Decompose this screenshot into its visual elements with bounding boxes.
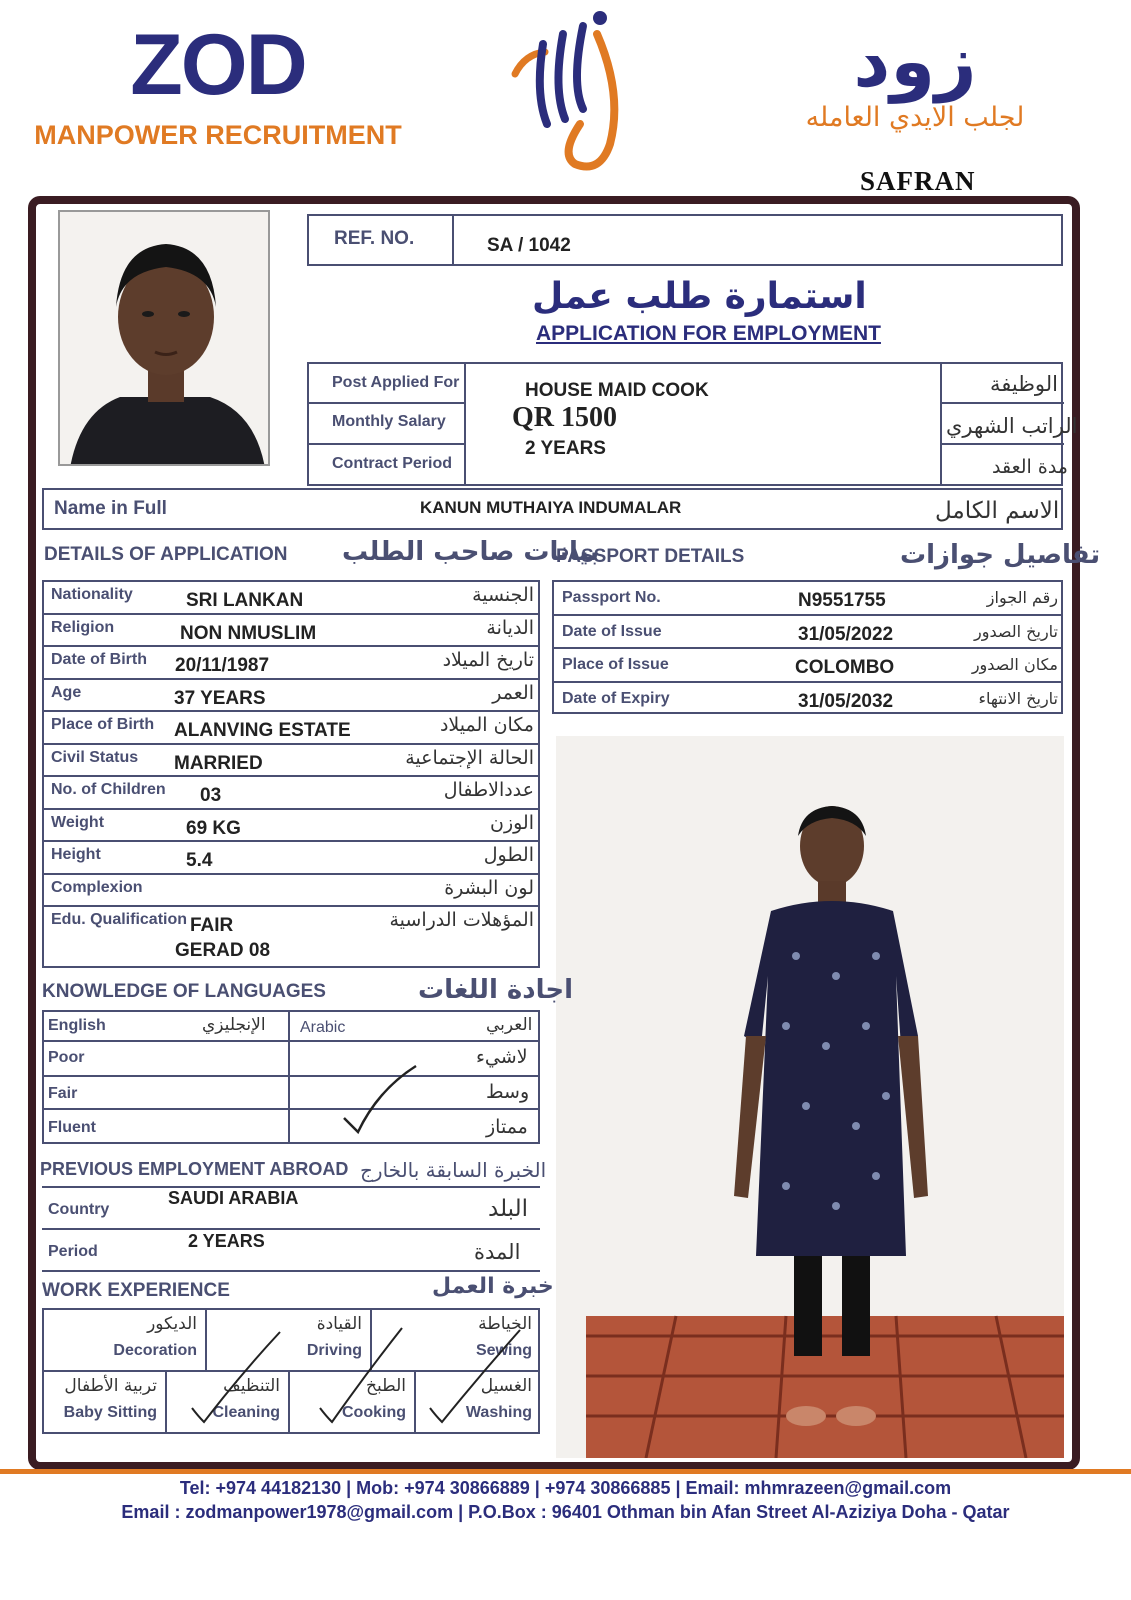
details-extra-value: GERAD 08	[175, 940, 271, 961]
details-field-label-arabic: الوزن	[489, 811, 534, 834]
details-field-label: Complexion	[51, 878, 143, 896]
full-figure-icon	[556, 736, 1064, 1458]
contract-label-arabic: مدة العقد	[992, 456, 1068, 478]
country-label: Country	[48, 1201, 110, 1218]
post-row-line	[307, 402, 465, 404]
details-field-value: 37 YEARS	[174, 687, 266, 709]
details-field-label-arabic: الحالة الإجتماعية	[405, 746, 534, 769]
passport-row-line	[552, 614, 1063, 616]
language-english-arabic: الإنجليزي	[202, 1015, 266, 1035]
post-row-line	[307, 443, 465, 445]
passport-field-value: COLOMBO	[795, 657, 895, 678]
work-skill-arabic: تربية الأطفال	[64, 1376, 157, 1396]
work-skill-arabic: الغسيل	[480, 1376, 532, 1396]
passport-field-value: 31/05/2022	[798, 623, 894, 645]
details-row-line	[42, 613, 540, 615]
period-label: Period	[48, 1243, 98, 1260]
passport-field-label-arabic: مكان الصدور	[971, 655, 1058, 674]
brand-safran: SAFRAN	[860, 166, 976, 196]
salary-label-arabic: الراتب الشهري	[946, 414, 1078, 438]
level-fluent: Fluent	[48, 1119, 96, 1136]
previous-bottom-line	[42, 1270, 540, 1272]
details-field-label: Weight	[51, 813, 105, 831]
footer-contact-line: Tel: +974 44182130 | Mob: +974 30866889 | +974 30866885 | Email: mhmrazeen@gmail.com	[179, 1478, 952, 1498]
details-row-line	[42, 840, 540, 842]
details-row-line	[42, 743, 540, 745]
applicant-full-photo	[556, 736, 1064, 1458]
languages-row-line	[42, 1075, 540, 1077]
work-skill-label: Cooking	[342, 1404, 406, 1421]
post-divider-right	[940, 362, 942, 486]
details-field-label-arabic: تاريخ الميلاد	[442, 649, 534, 671]
details-row-line	[42, 678, 540, 680]
languages-title-arabic: اجادة اللغات	[418, 975, 574, 1005]
work-skill-arabic: الديكور	[147, 1314, 197, 1334]
work-skill-arabic: الطبخ	[366, 1376, 406, 1396]
footer-address-line: Email : zodmanpower1978@gmail.com | P.O.Box : 96401 Othman bin Afan Street Al-Aziziya Doha - Qatar	[121, 1502, 1010, 1522]
company-logo-icon	[505, 4, 645, 179]
level-fluent-arabic: ممتاز	[486, 1116, 528, 1138]
post-label: Post Applied For	[332, 374, 460, 391]
work-skill-label: Driving	[306, 1342, 362, 1359]
period-label-arabic: المدة	[474, 1240, 521, 1264]
salary-value: QR 1500	[512, 402, 617, 433]
details-field-value: ALANVING ESTATE	[174, 720, 351, 741]
footer-divider	[0, 1469, 1131, 1474]
details-field-label-arabic: الطول	[483, 844, 534, 866]
language-arabic: Arabic	[300, 1019, 346, 1036]
passport-field-value: 31/05/2032	[798, 690, 894, 712]
work-skill-label: Sewing	[475, 1342, 532, 1359]
passport-row-line	[552, 647, 1063, 649]
details-row-line	[42, 905, 540, 907]
ref-box	[307, 214, 1063, 266]
details-row-line	[42, 710, 540, 712]
country-label-arabic: البلد	[488, 1196, 529, 1222]
details-field-label: Edu. Qualification	[51, 911, 188, 928]
level-fair: Fair	[48, 1085, 78, 1102]
details-field-label-arabic: عددالاطفال	[443, 779, 534, 801]
details-field-label: Age	[51, 683, 82, 701]
details-field-label-arabic: الجنسية	[472, 584, 534, 606]
languages-row-line	[42, 1040, 540, 1042]
contract-label: Contract Period	[332, 455, 453, 472]
form-title: APPLICATION FOR EMPLOYMENT	[536, 322, 881, 345]
details-title-arabic: بيانات صاحب الطلب	[342, 537, 600, 567]
details-field-label-arabic: المؤهلات الدراسية	[389, 909, 534, 931]
details-field-value: 20/11/1987	[175, 655, 270, 676]
ref-divider	[452, 214, 454, 266]
work-checkmarks-icon	[180, 1320, 540, 1432]
passport-title: PASSPORT DETAILS	[556, 546, 745, 567]
details-field-label: Date of Birth	[51, 651, 147, 668]
details-field-label: Place of Birth	[51, 716, 155, 733]
languages-divider	[288, 1010, 290, 1144]
level-fair-arabic: وسط	[486, 1081, 530, 1103]
work-skill-label: Cleaning	[212, 1404, 280, 1421]
language-english: English	[48, 1017, 106, 1034]
details-row-line	[42, 645, 540, 647]
previous-title-arabic: الخبرة السابقة بالخارج	[360, 1158, 547, 1182]
details-row-line	[42, 775, 540, 777]
details-field-value: FAIR	[190, 915, 234, 936]
details-field-label-arabic: لون البشرة	[444, 876, 534, 899]
passport-field-label-arabic: تاريخ الصدور	[974, 621, 1058, 641]
brand-right	[745, 19, 1085, 133]
post-row-line	[940, 402, 1064, 404]
form-title-arabic: استمارة طلب عمل	[532, 276, 867, 317]
checkmark-icon	[330, 1060, 430, 1140]
passport-field-label: Date of Expiry	[562, 689, 670, 707]
details-row-line	[42, 873, 540, 875]
passport-field-label-arabic: رقم الجواز	[986, 588, 1058, 607]
work-title: WORK EXPERIENCE	[42, 1280, 230, 1301]
languages-table	[42, 1010, 540, 1144]
details-title: DETAILS OF APPLICATION	[44, 544, 288, 565]
brand-name: ZOD	[130, 17, 306, 113]
name-value: KANUN MUTHAIYA INDUMALAR	[420, 498, 682, 517]
details-row-line	[42, 808, 540, 810]
details-field-label: Height	[51, 846, 101, 863]
passport-field-label: Place of Issue	[562, 656, 669, 673]
details-field-label-arabic: مكان الميلاد	[439, 714, 534, 736]
work-skill-label: Washing	[465, 1404, 532, 1421]
details-field-label: Civil Status	[51, 748, 139, 766]
country-value: SAUDI ARABIA	[168, 1188, 299, 1208]
ref-label: REF. NO.	[334, 228, 415, 249]
post-row-line	[940, 443, 1064, 445]
language-arabic-arabic: العربي	[486, 1015, 533, 1035]
portrait-figure-icon	[60, 212, 270, 466]
post-value: HOUSE MAID COOK	[525, 380, 709, 401]
post-divider-left	[464, 362, 466, 486]
work-cell-divider	[165, 1370, 167, 1434]
name-label-arabic: الاسم الكامل	[935, 498, 1060, 524]
level-poor: Poor	[48, 1049, 85, 1066]
passport-field-value: N9551755	[798, 590, 886, 611]
details-field-value: 03	[200, 785, 222, 806]
details-field-label: Nationality	[51, 586, 133, 603]
work-skill-label: Decoration	[113, 1342, 197, 1359]
details-field-label: Religion	[51, 618, 115, 636]
details-field-label-arabic: العمر	[492, 681, 534, 704]
previous-mid-line	[42, 1228, 540, 1230]
passport-title-arabic: تفاصيل جوازات	[900, 540, 1101, 570]
brand-name-arabic: زود	[853, 19, 977, 103]
brand-left	[28, 17, 408, 151]
work-skill-label: Baby Sitting	[63, 1404, 157, 1421]
post-label-arabic: الوظيفة	[990, 372, 1059, 396]
salary-label: Monthly Salary	[332, 413, 446, 430]
details-field-value: 5.4	[186, 850, 213, 871]
details-field-value: 69 KG	[186, 817, 241, 839]
details-field-value: NON NMUSLIM	[180, 622, 317, 644]
details-field-value: SRI LANKAN	[186, 590, 304, 611]
name-label: Name in Full	[54, 498, 167, 519]
previous-title: PREVIOUS EMPLOYMENT ABROAD	[40, 1159, 349, 1179]
details-field-label-arabic: الديانة	[486, 616, 534, 639]
work-skill-arabic: التنظيف	[223, 1376, 280, 1396]
languages-title: KNOWLEDGE OF LANGUAGES	[42, 981, 326, 1002]
applicant-portrait-photo	[58, 210, 270, 466]
work-skill-arabic: القيادة	[316, 1314, 362, 1334]
period-value: 2 YEARS	[188, 1231, 265, 1251]
passport-row-line	[552, 681, 1063, 683]
details-field-value: MARRIED	[174, 752, 263, 774]
contract-value: 2 YEARS	[525, 438, 606, 459]
work-skill-arabic: الخياطة	[478, 1314, 532, 1334]
passport-field-label-arabic: تاريخ الانتهاء	[978, 688, 1058, 708]
ref-value: SA / 1042	[487, 235, 571, 256]
passport-field-label: Date of Issue	[562, 622, 662, 640]
brand-tagline-arabic: لجلب الايدي العامله	[805, 101, 1025, 133]
work-title-arabic: خبرة العمل	[432, 1274, 554, 1299]
details-field-label: No. of Children	[51, 781, 166, 798]
languages-row-line	[42, 1108, 540, 1110]
passport-field-label: Passport No.	[562, 589, 661, 606]
brand-tagline: MANPOWER RECRUITMENT	[34, 120, 402, 150]
level-poor-arabic: لاشيء	[476, 1046, 528, 1068]
